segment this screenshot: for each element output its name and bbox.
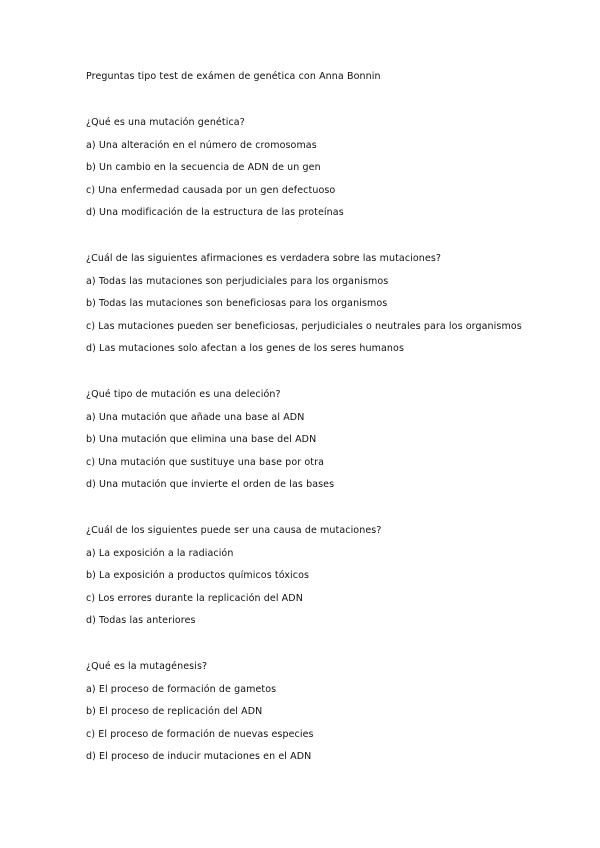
answer-option-b: b) Una mutación que elimina una base del ADN: [86, 434, 317, 446]
question-block: [86, 389, 566, 491]
answer-option-c: c) Los errores durante la replicación del ADN: [86, 592, 303, 604]
question-block: [86, 253, 566, 355]
answer-option-c: c) Las mutaciones pueden ser beneficiosas, perjudiciales o neutrales para los organismos: [86, 320, 522, 332]
question-text: ¿Cuál de las siguientes afirmaciones es verdadera sobre las mutaciones?: [86, 253, 442, 264]
answer-option-a: a) La exposición a la radiación: [86, 547, 234, 559]
answer-option-a: a) Una mutación que añade una base al ADN: [86, 411, 305, 423]
answer-option-c: c) Una enfermedad causada por un gen defectuoso: [86, 184, 336, 196]
answer-option-d: d) Las mutaciones solo afectan a los genes de los seres humanos: [86, 343, 405, 355]
answer-option-c: c) El proceso de formación de nuevas especies: [86, 728, 314, 740]
question-text: ¿Qué es la mutagénesis?: [86, 661, 208, 672]
answer-option-b: b) La exposición a productos químicos tóxicos: [86, 570, 310, 582]
question-block: [86, 661, 566, 763]
answer-option-d: d) Todas las anteriores: [86, 615, 196, 627]
document-title: Preguntas tipo test de exámen de genética con Anna Bonnin: [86, 71, 381, 82]
answer-option-d: d) Una modificación de la estructura de las proteínas: [86, 207, 344, 219]
answer-option-a: a) Una alteración en el número de cromosomas: [86, 139, 317, 151]
answer-option-b: b) Todas las mutaciones son beneficiosas para los organismos: [86, 298, 388, 310]
answer-option-b: b) Un cambio en la secuencia de ADN de un gen: [86, 162, 321, 174]
question-block: [86, 525, 566, 627]
answer-option-c: c) Una mutación que sustituye una base por otra: [86, 456, 325, 468]
question-text: ¿Qué es una mutación genética?: [86, 117, 245, 128]
question-text: ¿Qué tipo de mutación es una deleción?: [86, 389, 281, 400]
answer-option-d: d) Una mutación que invierte el orden de las bases: [86, 479, 335, 491]
answer-option-a: a) Todas las mutaciones son perjudiciales para los organismos: [86, 275, 389, 287]
question-block: [86, 117, 566, 219]
answer-option-b: b) El proceso de replicación del ADN: [86, 706, 263, 718]
answer-option-d: d) El proceso de inducir mutaciones en el ADN: [86, 751, 312, 763]
answer-option-a: a) El proceso de formación de gametos: [86, 683, 277, 695]
question-text: ¿Cuál de los siguientes puede ser una causa de mutaciones?: [86, 525, 382, 536]
